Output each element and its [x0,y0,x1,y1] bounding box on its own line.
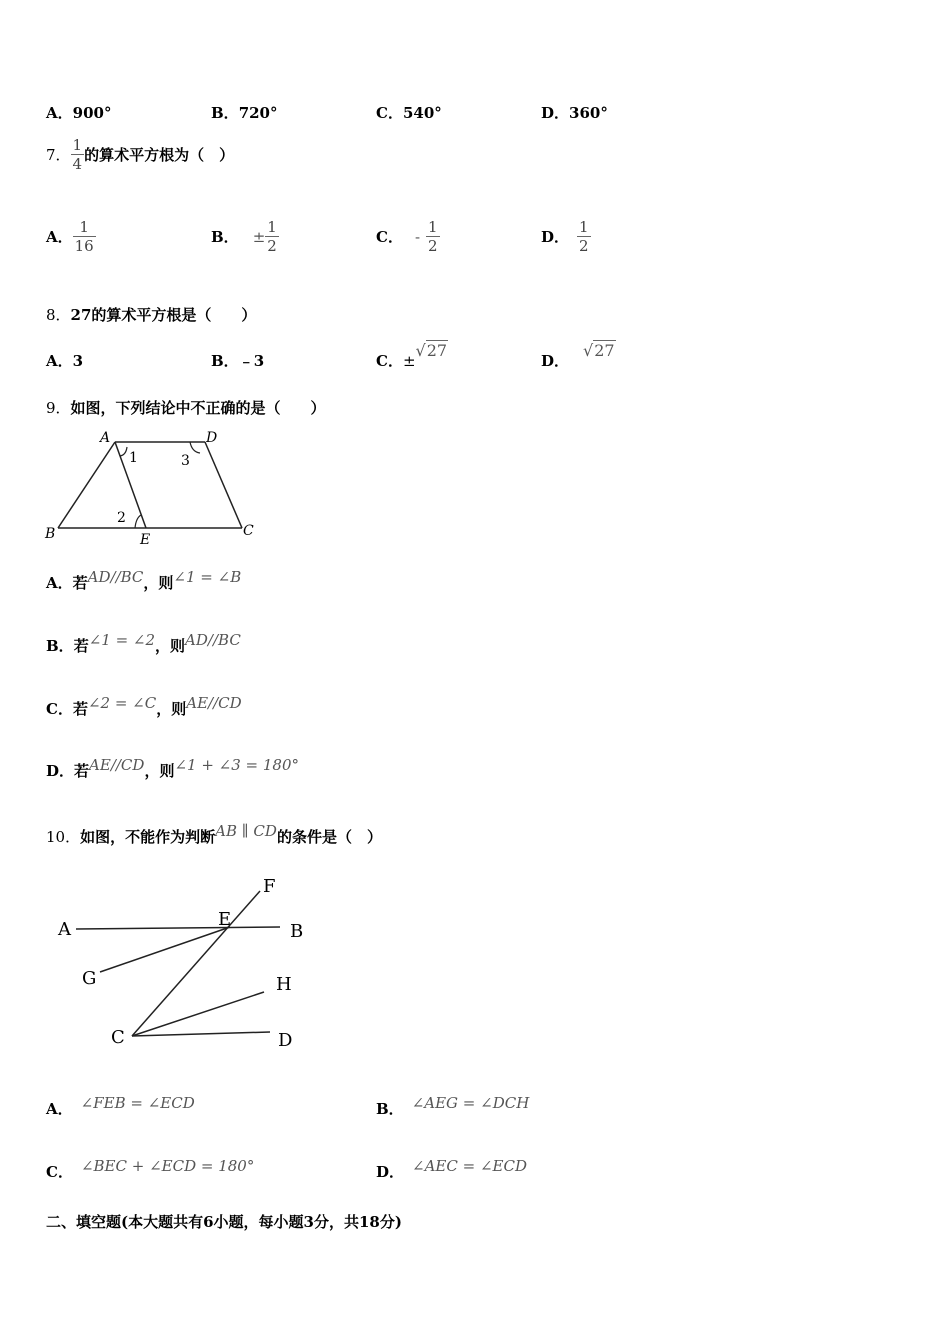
q7-option-c: C． - $\frac{1}{2}$ [376,218,438,255]
point-c-label: C [111,1027,125,1048]
q8-option-d: D．√27 [541,341,615,370]
q8-option-c: C．±√27 [376,341,448,370]
angle-2-arc [135,515,141,528]
point-g-label: G [82,968,97,989]
q7-option-d: D． $\frac{1}{2}$ [541,218,589,255]
q8-option-b: B．﹣3 [211,352,265,370]
ray-eg [100,927,230,972]
angle-1-label: 1 [129,450,138,466]
question-7-stem: 7． $\frac{1}{4}$ 的算术平方根为（ ） [46,136,235,173]
question-9-stem: 9．如图，下列结论中不正确的是（ ） [46,399,326,417]
question-10-stem: 10．如图，不能作为判断AB ∥ CD的条件是（ ） [46,822,382,846]
q7-option-a: A． $\frac{1}{16}$ [46,218,94,255]
q10-option-d: D． ∠AEC = ∠ECD [376,1157,527,1181]
q9-trapezoid-figure [40,425,280,550]
q6-option-b: B．720° [211,104,278,122]
point-a-label: A [100,430,111,446]
q9-option-c: C．若∠2 = ∠C，则AE//CD [46,694,242,718]
q10-option-a: A． ∠FEB = ∠ECD [46,1094,195,1118]
q9-option-a: A．若AD//BC，则∠1 = ∠B [46,568,242,592]
q6-option-d: D．360° [541,104,608,122]
point-b-label: B [45,526,56,542]
angle-2-label: 2 [117,510,126,526]
point-a-label: A [58,919,71,940]
point-d-label: D [278,1030,293,1051]
point-b-label: B [290,921,304,942]
point-d-label: D [206,430,218,446]
q7-option-b: B． ± $\frac{1}{2}$ [211,218,277,255]
line-ab [76,927,280,929]
point-f-label: F [263,876,276,897]
point-e-label: E [140,532,151,548]
q10-option-c: C． ∠BEC + ∠ECD = 180° [46,1157,255,1181]
segment-dc [205,442,242,528]
q6-option-a: A．900° [46,104,112,122]
q7-fraction: $\frac{1}{4}$ [72,136,83,173]
question-8-stem: 8．27的算术平方根是（ ） [46,306,257,324]
section-2-title: 二、填空题(本大题共有6小题，每小题3分，共18分) [46,1213,402,1231]
point-h-label: H [276,974,292,995]
point-e-label: E [218,909,232,930]
angle-3-arc [190,442,200,453]
angle-1-arc [120,447,127,456]
angle-3-label: 3 [181,453,190,469]
point-c-label: C [243,523,254,539]
q10-option-b: B． ∠AEG = ∠DCH [376,1094,530,1118]
ray-cd [132,1032,270,1036]
q10-angle-figure [50,868,320,1058]
q9-option-b: B．若∠1 = ∠2，则AD//BC [46,631,241,655]
q8-option-a: A．3 [46,352,84,370]
segment-ab [58,442,115,528]
q6-option-c: C．540° [376,104,442,122]
q9-option-d: D．若AE//CD，则∠1 + ∠3 = 180° [46,756,300,780]
